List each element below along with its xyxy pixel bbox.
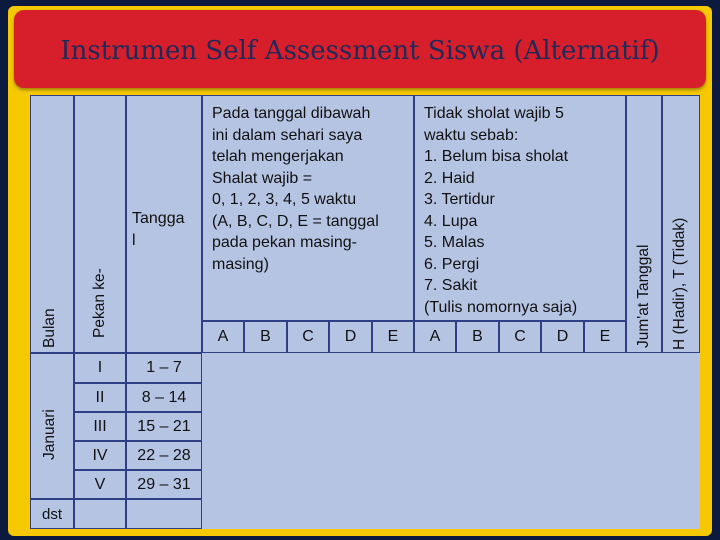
month-cell [30, 353, 74, 499]
row-tanggal: 29 – 31 [126, 470, 202, 499]
header-alasan-desc: Tidak sholat wajib 5 waktu sebab: 1. Belum bisa sholat 2. Haid 3. Tertidur 4. Lupa 5. Malas 6. Pergi 7. Sakit (Tulis nomornya saja) [424, 105, 578, 316]
header-hadir: H (Hadir), T (Tidak) [671, 217, 688, 350]
header-tanggal: Tangga l [132, 210, 185, 249]
alasan-col-a: A [414, 321, 456, 353]
row-pekan: I [74, 353, 126, 383]
footer-empty-cell [126, 499, 202, 529]
row-pekan: II [74, 383, 126, 412]
alasan-col-c: C [499, 321, 541, 353]
month-label: Januari [41, 409, 58, 460]
alasan-col-d: D [541, 321, 584, 353]
row-pekan: IV [74, 441, 126, 470]
footer-empty-cell [74, 499, 126, 529]
title-banner [14, 10, 706, 88]
row-tanggal: 8 – 14 [126, 383, 202, 412]
header-bulan: Bulan [41, 308, 58, 348]
sholat-col-b: B [244, 321, 287, 353]
sholat-col-d: D [329, 321, 372, 353]
row-pekan: V [74, 470, 126, 499]
header-bulan-cell [30, 95, 74, 353]
header-sholat-cell [202, 95, 414, 321]
sholat-col-e: E [372, 321, 414, 353]
row-tanggal: 15 – 21 [126, 412, 202, 441]
header-hadir-cell [662, 95, 700, 353]
assessment-table [30, 95, 700, 529]
row-tanggal: 22 – 28 [126, 441, 202, 470]
slide-title: Instrumen Self Assessment Siswa (Alternatif) [60, 36, 660, 66]
row-tanggal: 1 – 7 [126, 353, 202, 383]
row-pekan: III [74, 412, 126, 441]
header-tanggal-cell [126, 95, 202, 353]
footer-dst: dst [30, 499, 74, 529]
header-jumat-cell [626, 95, 662, 353]
sholat-col-a: A [202, 321, 244, 353]
alasan-col-e: E [584, 321, 626, 353]
header-alasan-cell [414, 95, 626, 321]
header-pekan: Pekan ke- [91, 268, 108, 338]
header-jumat: Jum'at Tanggal [635, 244, 652, 348]
header-sholat-desc: Pada tanggal dibawah ini dalam sehari saya telah mengerjakan Shalat wajib = 0, 1, 2, 3, 4, 5 waktu (A, B, C, D, E = tanggal pada pekan masing- masing) [212, 105, 379, 273]
header-pekan-cell [74, 95, 126, 353]
sholat-col-c: C [287, 321, 329, 353]
alasan-col-b: B [456, 321, 499, 353]
